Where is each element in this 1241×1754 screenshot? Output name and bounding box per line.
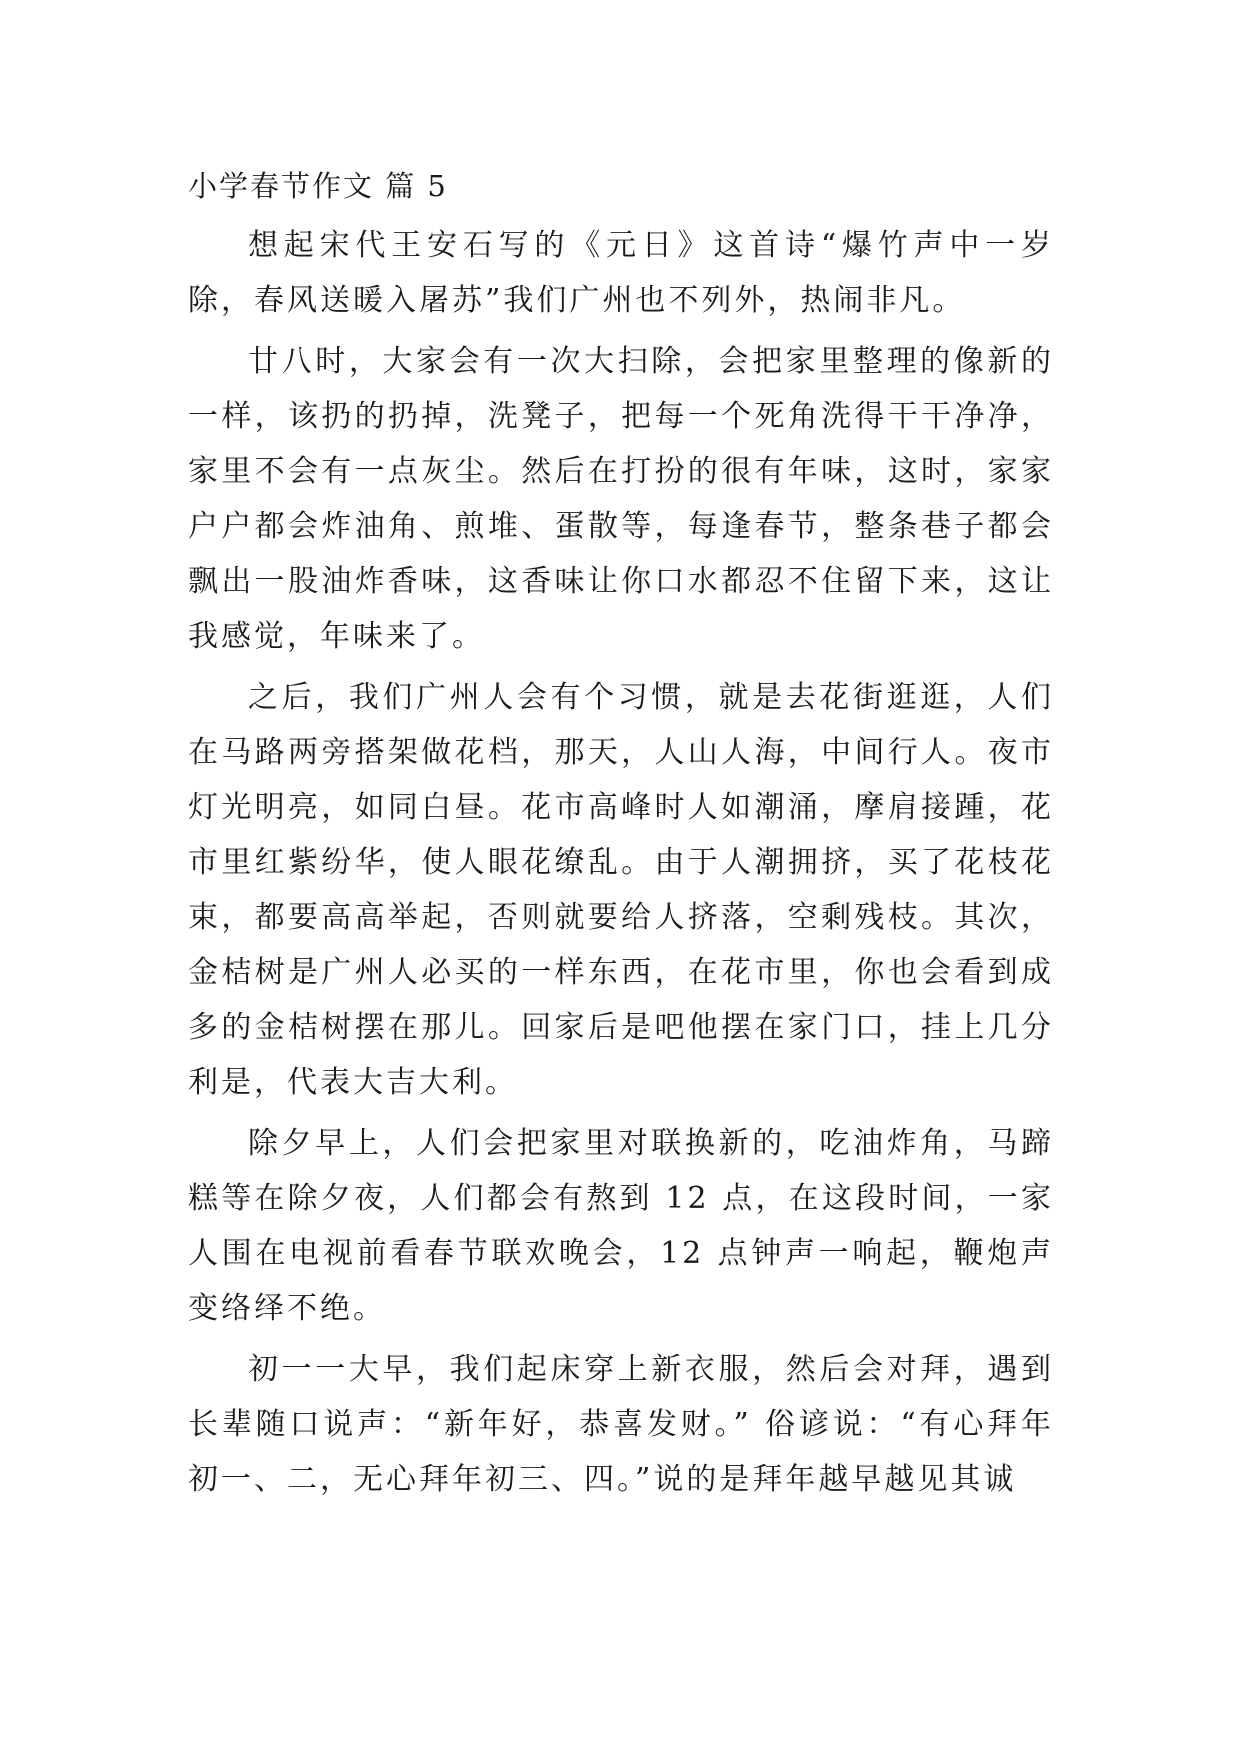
paragraph-3: 之后，我们广州人会有个习惯，就是去花街逛逛，人们在马路两旁搭架做花档，那天，人山人海，中间行人。夜市灯光明亮，如同白昼。花市高峰时人如潮涌，摩肩接踵，花市里红紫纷华，使人眼花缭乱。由于人潮拥挤，买了花枝花束，都要高高举起，否则就要给人挤落，空剩残枝。其次，金桔树是广州人必买的一样东西，在花市里，你也会看到成多的金桔树摆在那儿。回家后是吧他摆在家门口，挂上几分利是，代表大吉大利。	[188, 680, 1054, 1100]
paragraph-5: 初一一大早，我们起床穿上新衣服，然后会对拜，遇到长辈随口说声：“新年好，恭喜发财。” 俗谚说：“有心拜年初一、二，无心拜年初三、四。”说的是拜年越早越见其诚	[188, 1352, 1054, 1497]
paragraph-4: 除夕早上，人们会把家里对联换新的，吃油炸角，马蹄糕等在除夕夜，人们都会有熬到 12 点，在这段时间，一家人围在电视前看春节联欢晚会，12 点钟声一响起，鞭炮声变络绎不绝。	[188, 1126, 1054, 1326]
document-page	[188, 160, 1054, 1513]
paragraph-1: 想起宋代王安石写的《元日》这首诗“爆竹声中一岁除，春风送暖入屠苏”我们广州也不列外，热闹非凡。	[188, 228, 1054, 318]
paragraph-2: 廿八时，大家会有一次大扫除，会把家里整理的像新的一样，该扔的扔掉，洗凳子，把每一个死角洗得干干净净，家里不会有一点灰尘。然后在打扮的很有年味，这时，家家户户都会炸油角、煎堆、蛋散等，每逢春节，整条巷子都会飘出一股油炸香味，这香味让你口水都忍不住留下来，这让我感觉，年味来了。	[188, 344, 1054, 654]
document-title: 小学春节作文 篇 5	[188, 169, 448, 203]
